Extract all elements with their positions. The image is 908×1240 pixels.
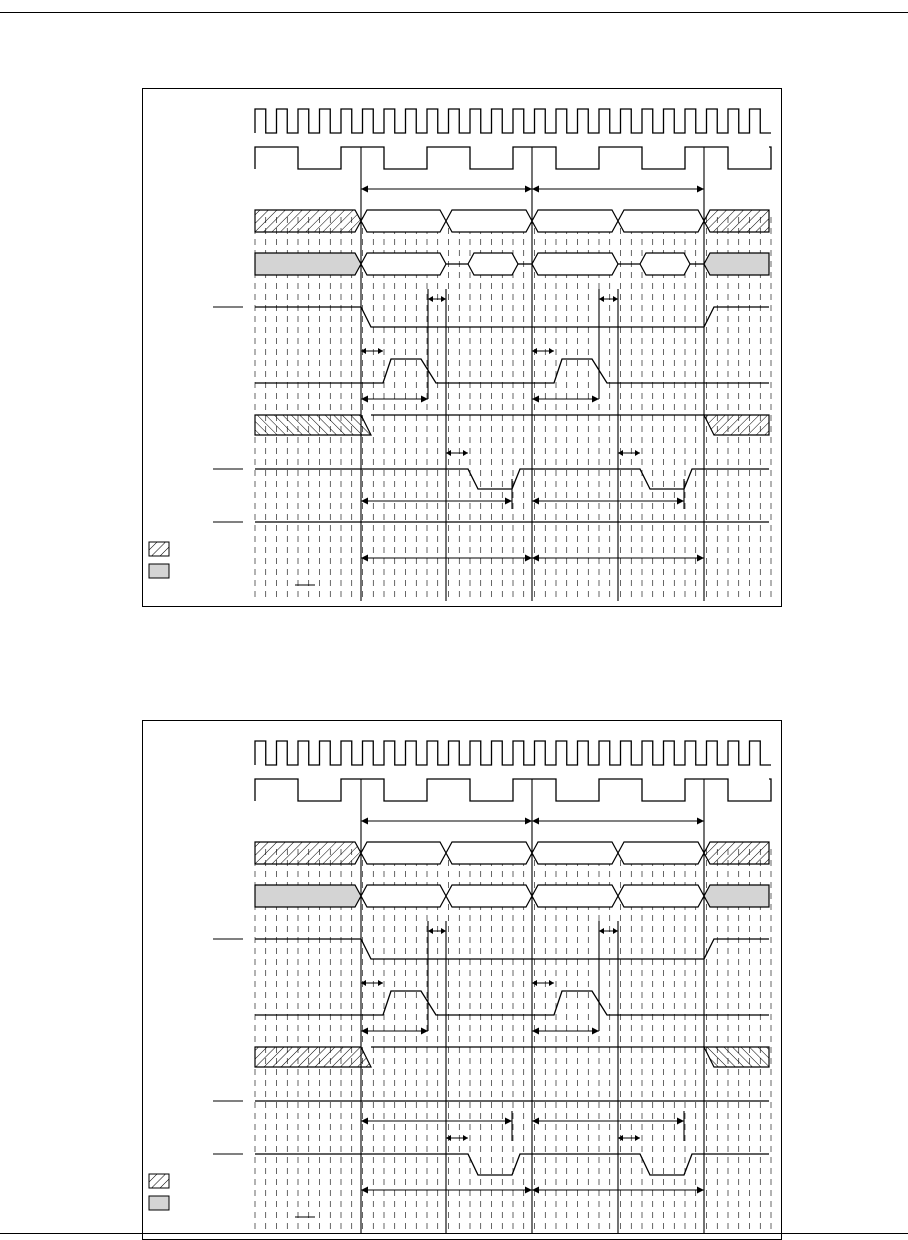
cycle-arrow-2-head-left xyxy=(532,818,539,825)
strobe-width-arrow-1-head-left xyxy=(361,396,368,403)
data-bus-valid-3 xyxy=(532,885,618,907)
data-bus-valid-3 xyxy=(532,253,618,275)
data-bus-read-2 xyxy=(640,253,690,275)
data-bus-valid-2 xyxy=(446,885,532,907)
fast-clock-waveform xyxy=(255,741,771,765)
write-enable-waveform xyxy=(255,1154,769,1175)
enable-width-arrow-1-head-right xyxy=(505,498,512,505)
strobe-width-arrow-1-head-left xyxy=(361,1028,368,1035)
cycle-arrow-2-head-right xyxy=(697,186,704,193)
setup-arrow-2-tip-l xyxy=(599,928,604,934)
data-bus-valid-1 xyxy=(361,253,446,275)
setup-arrow-1-tip-r xyxy=(441,296,446,302)
bottom-cycle-arrow-1-head-right xyxy=(525,555,532,562)
bottom-cycle-arrow-2-head-left xyxy=(532,555,539,562)
cycle-arrow-1-head-left xyxy=(361,186,368,193)
address-bus-valid-2 xyxy=(446,842,532,864)
bottom-cycle-arrow-2-head-right xyxy=(697,1187,704,1194)
enable-delay-arrow-1-tip-r xyxy=(463,1135,468,1141)
bus-clock-waveform xyxy=(255,779,771,801)
timing-diagram-panel-2 xyxy=(142,720,782,1240)
strobe-waveform xyxy=(255,991,769,1015)
strobe-delay-arrow-2-tip-r xyxy=(549,980,554,986)
bottom-cycle-arrow-1-head-left xyxy=(361,555,368,562)
cycle-arrow-1-head-right xyxy=(525,818,532,825)
enable-width-arrow-1-head-left xyxy=(361,498,368,505)
strobe-delay-arrow-1-tip-l xyxy=(361,348,366,354)
fast-clock-waveform xyxy=(255,109,771,133)
data-bus-idle-right xyxy=(704,885,769,907)
enable-width-arrow-2-head-right xyxy=(677,498,684,505)
strobe-delay-arrow-1-tip-r xyxy=(378,348,383,354)
address-bus-valid-4 xyxy=(618,210,704,232)
setup-arrow-2-tip-r xyxy=(613,928,618,934)
hatched-square-icon xyxy=(149,1174,169,1188)
gray-square-icon xyxy=(149,564,169,578)
cycle-arrow-2-head-left xyxy=(532,186,539,193)
cycle-arrow-1-head-right xyxy=(525,186,532,193)
address-bus-valid-1 xyxy=(361,842,446,864)
data-bus-idle-left xyxy=(255,253,361,275)
strobe-width-arrow-2-head-right xyxy=(592,1028,599,1035)
address-bus-idle-left xyxy=(255,842,361,864)
page-header-rule xyxy=(0,12,908,13)
enable-width-arrow-2-head-right xyxy=(677,1118,684,1125)
setup-arrow-1-tip-l xyxy=(428,296,433,302)
setup-arrow-2-tip-r xyxy=(613,296,618,302)
enable-width-arrow-1-head-right xyxy=(505,1118,512,1125)
cycle-arrow-2-head-right xyxy=(697,818,704,825)
data-bus-valid-4 xyxy=(618,885,704,907)
page-footer-rule xyxy=(0,1233,908,1234)
setup-arrow-2-tip-l xyxy=(599,296,604,302)
data-bus-idle-right xyxy=(704,253,769,275)
direction-idle-left xyxy=(255,1047,371,1067)
direction-idle-left xyxy=(255,415,371,435)
bottom-cycle-arrow-2-head-left xyxy=(532,1187,539,1194)
strobe-width-arrow-2-head-right xyxy=(592,396,599,403)
strobe-width-arrow-2-head-left xyxy=(532,396,539,403)
cycle-arrow-1-head-left xyxy=(361,818,368,825)
address-bus-valid-3 xyxy=(532,842,618,864)
data-bus-read-1 xyxy=(468,253,518,275)
timing-diagram-panel-1 xyxy=(142,88,782,607)
address-bus-idle-right xyxy=(704,210,769,232)
enable-width-arrow-2-head-left xyxy=(532,498,539,505)
enable-width-arrow-2-head-left xyxy=(532,1118,539,1125)
address-bus-idle-left xyxy=(255,210,361,232)
direction-idle-right xyxy=(704,415,769,435)
chip-select-waveform xyxy=(255,307,769,327)
strobe-delay-arrow-1-tip-r xyxy=(378,980,383,986)
bus-clock-waveform xyxy=(255,147,771,169)
strobe-delay-arrow-2-tip-r xyxy=(549,348,554,354)
data-bus-valid-1 xyxy=(361,885,446,907)
address-bus-valid-4 xyxy=(618,842,704,864)
chip-select-waveform xyxy=(255,939,769,959)
enable-delay-arrow-2-tip-r xyxy=(635,1135,640,1141)
setup-arrow-1-tip-r xyxy=(441,928,446,934)
address-bus-valid-2 xyxy=(446,210,532,232)
enable-width-arrow-1-head-left xyxy=(361,1118,368,1125)
strobe-width-arrow-2-head-left xyxy=(532,1028,539,1035)
address-bus-idle-right xyxy=(704,842,769,864)
address-bus-valid-3 xyxy=(532,210,618,232)
direction-idle-right xyxy=(704,1047,769,1067)
gray-square-icon xyxy=(149,1196,169,1210)
bottom-cycle-arrow-1-head-left xyxy=(361,1187,368,1194)
strobe-delay-arrow-1-tip-l xyxy=(361,980,366,986)
address-bus-valid-1 xyxy=(361,210,446,232)
timing-diagram-2 xyxy=(143,721,783,1240)
data-bus-idle-left xyxy=(255,885,361,907)
timing-diagram-1 xyxy=(143,89,783,608)
strobe-waveform xyxy=(255,359,769,383)
bottom-cycle-arrow-2-head-right xyxy=(697,555,704,562)
hatched-square-icon xyxy=(149,542,169,556)
bottom-cycle-arrow-1-head-right xyxy=(525,1187,532,1194)
setup-arrow-1-tip-l xyxy=(428,928,433,934)
enable-delay-arrow-1-tip-r xyxy=(463,450,468,456)
enable-delay-arrow-2-tip-r xyxy=(635,450,640,456)
